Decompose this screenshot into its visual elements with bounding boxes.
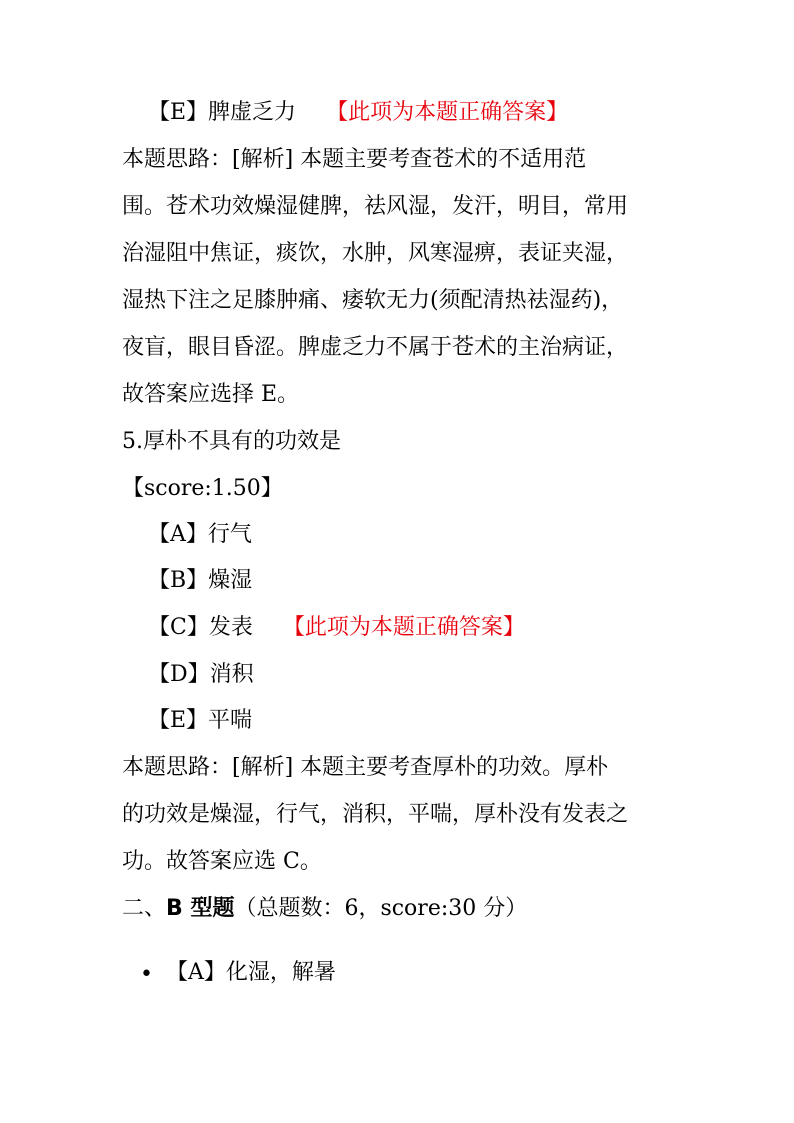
q4-option-e: [148, 98, 568, 128]
q5-analysis-line-3: 功。故答案应选 C。: [122, 849, 322, 874]
q5-option-e: 【E】平喘: [148, 708, 253, 733]
q4-analysis-line-4: 湿热下注之足膝肿痛、痿软无力(须配清热祛湿药)，: [122, 288, 624, 313]
q5-option-c-text: 【C】发表: [148, 615, 253, 640]
q5-score: 【score:1.50】: [122, 476, 283, 501]
section-heading: [122, 894, 527, 924]
q5-option-b: 【B】燥湿: [148, 568, 253, 593]
q5-option-d: 【D】消积: [148, 662, 254, 687]
bullet-icon: •: [140, 962, 153, 987]
q5-analysis-line-2: 的功效是燥湿，行气，消积，平喘，厚朴没有发表之: [122, 802, 629, 827]
q5-option-c: [148, 613, 525, 643]
q4-analysis-line-2: 围。苍术功效燥湿健脾，祛风湿，发汗，明目，常用: [122, 194, 629, 219]
q5-correct-mark: 【此项为本题正确答案】: [282, 615, 525, 640]
section-prefix: 二、: [122, 896, 167, 921]
q4-analysis-line-1: 本题思路：[解析] 本题主要考查苍术的不适用范: [122, 147, 587, 172]
section-meta: （总题数：6，score:30 分）: [234, 896, 528, 921]
section-title: B 型题: [166, 896, 235, 921]
q4-option-e-text: 【E】脾虚乏力: [148, 100, 297, 125]
q5-question: 5.厚朴不具有的功效是: [122, 429, 341, 454]
q5-analysis-line-1: 本题思路：[解析] 本题主要考查厚朴的功效。厚朴: [122, 755, 609, 780]
q4-correct-mark: 【此项为本题正确答案】: [326, 100, 569, 125]
b1-option-a: 【A】化湿，解暑: [166, 960, 336, 985]
q5-option-a: 【A】行气: [148, 522, 252, 547]
q4-analysis-line-3: 治湿阻中焦证，痰饮，水肿，风寒湿痹，表证夹湿，: [122, 241, 629, 266]
q4-analysis-line-5: 夜盲，眼目昏涩。脾虚乏力不属于苍术的主治病证，: [122, 335, 629, 360]
q4-analysis-line-6: 故答案应选择 E。: [122, 382, 300, 407]
